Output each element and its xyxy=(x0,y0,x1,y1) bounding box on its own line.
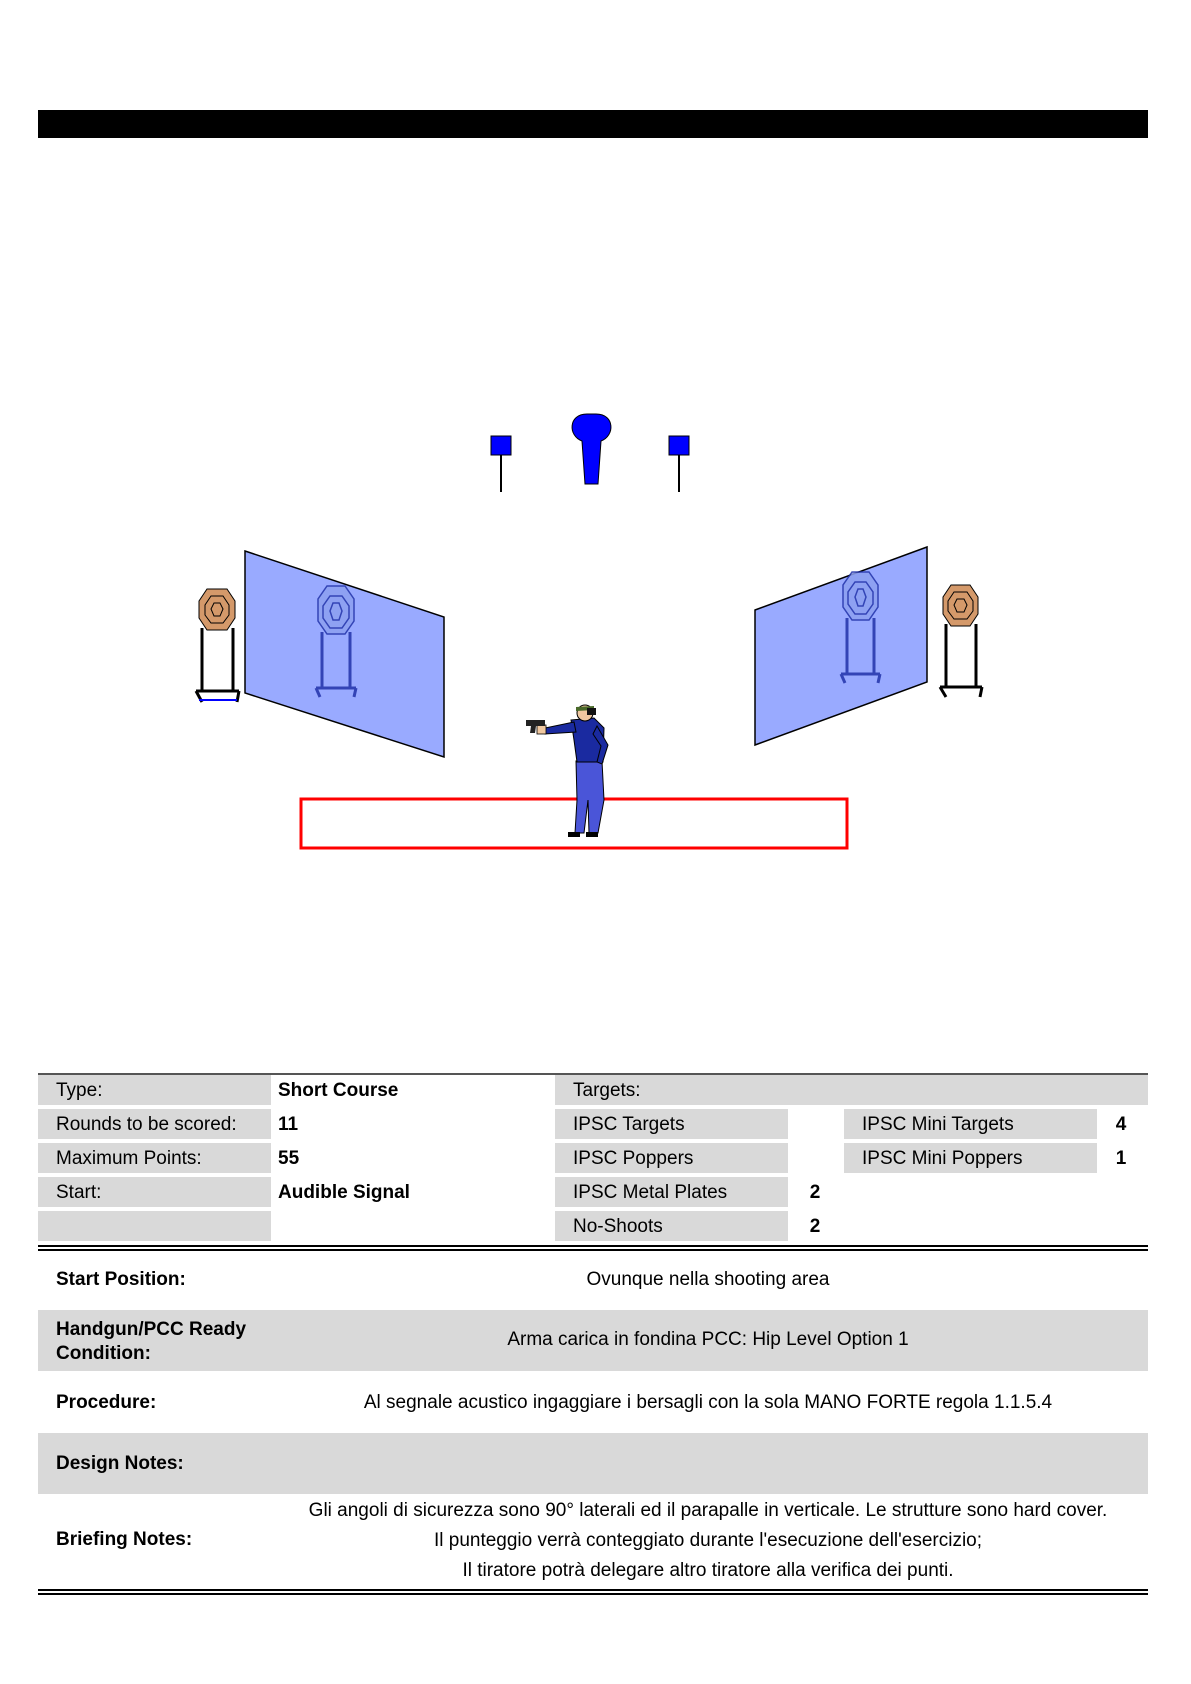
ipsc-target-left-outer xyxy=(196,589,239,702)
ipsc-metal-plates-value: 2 xyxy=(809,1182,821,1203)
ipsc-targets-value xyxy=(790,1109,840,1141)
design-notes-row xyxy=(38,1433,1148,1494)
ipsc-poppers-label: IPSC Poppers xyxy=(555,1143,788,1175)
stage-title-bar xyxy=(38,110,1148,138)
ipsc-targets-label: IPSC Targets xyxy=(555,1109,788,1141)
procedure-label: Procedure: xyxy=(56,1392,157,1413)
rounds-label: Rounds to be scored: xyxy=(38,1109,271,1141)
shooting-area-fault-line xyxy=(301,799,847,848)
points-label: Maximum Points: xyxy=(38,1143,271,1175)
wall-left xyxy=(245,551,444,757)
procedure-row xyxy=(38,1372,1148,1432)
metal-plate-left xyxy=(491,436,511,492)
ipsc-poppers-value xyxy=(790,1143,840,1175)
points-value: 55 xyxy=(278,1148,300,1169)
start-position-value: Ovunque nella shooting area xyxy=(586,1269,830,1290)
briefing-line-3: Il tiratore potrà delegare altro tiratore alla verifica dei punti. xyxy=(462,1560,954,1581)
notes-bottom-rule xyxy=(38,1589,1148,1591)
notes-bottom-rule-double xyxy=(38,1593,1148,1595)
ready-condition-value: Arma carica in fondina PCC: Hip Level Option 1 xyxy=(507,1329,909,1350)
ipsc-mini-poppers-value: 1 xyxy=(1115,1148,1127,1169)
ready-condition-label-line2: Condition: xyxy=(56,1343,151,1364)
design-notes-label: Design Notes: xyxy=(56,1453,184,1474)
ready-condition-row xyxy=(38,1310,1148,1371)
start-position-row xyxy=(38,1251,1148,1309)
stage-info-table xyxy=(38,1073,1148,1248)
briefing-line-1: Gli angoli di sicurezza sono 90° laterali ed il parapalle in verticale. Le strutture sono hard cover. xyxy=(308,1500,1108,1521)
table-bottom-rule xyxy=(38,1245,1148,1247)
empty-label-cell xyxy=(38,1211,271,1243)
ipsc-target-right-outer xyxy=(940,585,982,697)
metal-plate-right xyxy=(669,436,689,492)
no-shoots-value: 2 xyxy=(809,1216,821,1237)
start-value: Audible Signal xyxy=(278,1182,410,1203)
start-label: Start: xyxy=(38,1177,271,1209)
ipsc-mini-targets-value: 4 xyxy=(1115,1114,1127,1135)
rounds-value: 11 xyxy=(278,1114,299,1135)
no-shoots-label: No-Shoots xyxy=(555,1211,788,1243)
type-value: Short Course xyxy=(278,1080,399,1101)
briefing-notes-label: Briefing Notes: xyxy=(56,1529,193,1550)
ipsc-mini-poppers-label: IPSC Mini Poppers xyxy=(844,1143,1097,1175)
ready-condition-label-line1: Handgun/PCC Ready xyxy=(56,1319,247,1340)
wall-right xyxy=(755,547,927,745)
briefing-line-2: Il punteggio verrà conteggiato durante l'esecuzione dell'esercizio; xyxy=(433,1530,983,1551)
targets-label: Targets: xyxy=(555,1075,1148,1107)
type-label: Type: xyxy=(38,1075,271,1107)
briefing-notes-row xyxy=(38,1495,1148,1587)
start-position-label: Start Position: xyxy=(56,1269,186,1290)
procedure-value: Al segnale acustico ingaggiare i bersagli con la sola MANO FORTE regola 1.1.5.4 xyxy=(363,1392,1053,1413)
stage-diagram xyxy=(0,380,1191,860)
shooter-figure xyxy=(526,705,608,837)
ipsc-metal-plates-label: IPSC Metal Plates xyxy=(555,1177,788,1209)
ipsc-mini-targets-label: IPSC Mini Targets xyxy=(844,1109,1097,1141)
popper xyxy=(572,414,611,484)
